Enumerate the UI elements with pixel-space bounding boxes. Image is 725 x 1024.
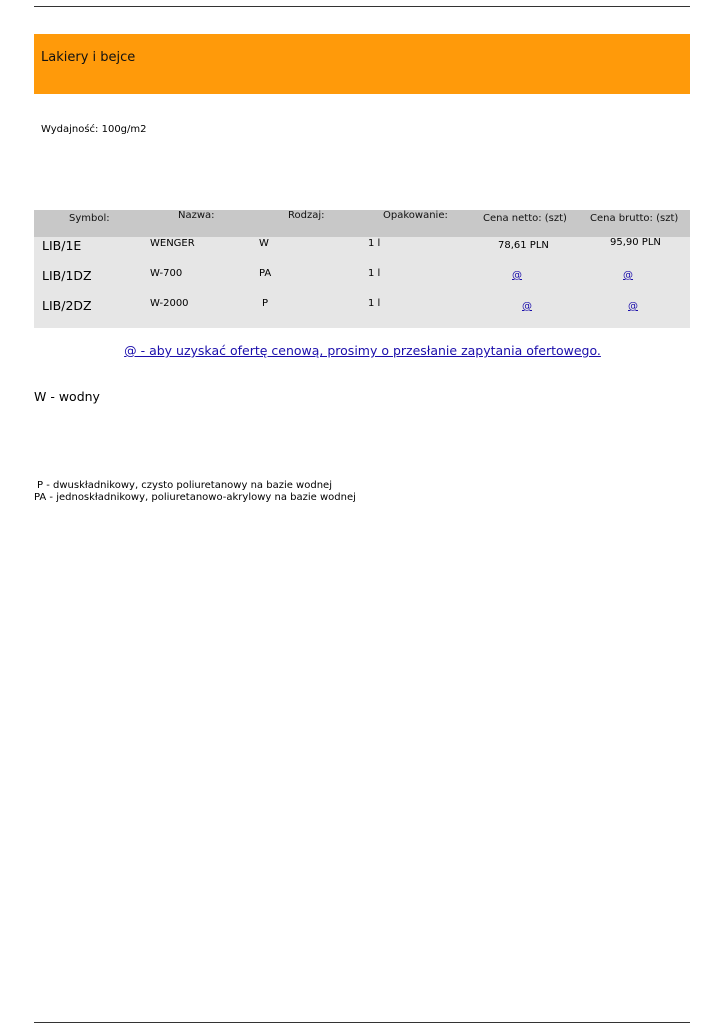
- offer-request-link[interactable]: @ - aby uzyskać ofertę cenową, prosimy o przesłanie zapytania ofertowego.: [124, 343, 601, 358]
- legend-water-based: W - wodny: [34, 389, 100, 404]
- category-title: Lakiery i bejce: [41, 50, 136, 65]
- row-2-net-price-link[interactable]: @: [512, 270, 522, 281]
- row-1-package: 1 l: [368, 238, 381, 249]
- top-rule: [34, 6, 690, 7]
- column-header-name: Nazwa:: [178, 210, 215, 221]
- row-1-gross-price: 95,90 PLN: [610, 237, 661, 248]
- column-header-net-price: Cena netto: (szt): [483, 213, 567, 224]
- row-2-type: PA: [259, 268, 272, 279]
- column-header-gross-price: Cena brutto: (szt): [590, 213, 679, 224]
- product-table: [34, 210, 690, 328]
- legend-two-component: P - dwuskładnikowy, czysto poliuretanowy na bazie wodnej: [37, 480, 332, 491]
- row-3-symbol: LIB/2DZ: [42, 298, 92, 313]
- offer-request-note[interactable]: [0, 343, 725, 358]
- row-2-gross-price-link[interactable]: @: [623, 270, 633, 281]
- category-banner: [34, 34, 690, 94]
- row-2-name: W-700: [150, 268, 183, 279]
- legend-one-component: PA - jednoskładnikowy, poliuretanowo-akrylowy na bazie wodnej: [34, 492, 356, 503]
- row-3-package: 1 l: [368, 298, 381, 309]
- row-3-type: P: [262, 298, 269, 309]
- row-2-package: 1 l: [368, 268, 381, 279]
- column-header-symbol: Symbol:: [69, 213, 110, 224]
- row-1-symbol: LIB/1E: [42, 238, 82, 253]
- row-1-type: W: [259, 238, 269, 249]
- column-header-type: Rodzaj:: [288, 210, 325, 221]
- row-2-symbol: LIB/1DZ: [42, 268, 92, 283]
- column-header-package: Opakowanie:: [383, 210, 448, 221]
- bottom-rule: [34, 1022, 690, 1023]
- row-1-net-price: 78,61 PLN: [498, 240, 549, 251]
- row-1-name: WENGER: [150, 238, 195, 249]
- yield-info: Wydajność: 100g/m2: [41, 124, 147, 135]
- table-header-row: [34, 210, 690, 237]
- row-3-name: W-2000: [150, 298, 189, 309]
- row-3-net-price-link[interactable]: @: [522, 301, 532, 312]
- row-3-gross-price-link[interactable]: @: [628, 301, 638, 312]
